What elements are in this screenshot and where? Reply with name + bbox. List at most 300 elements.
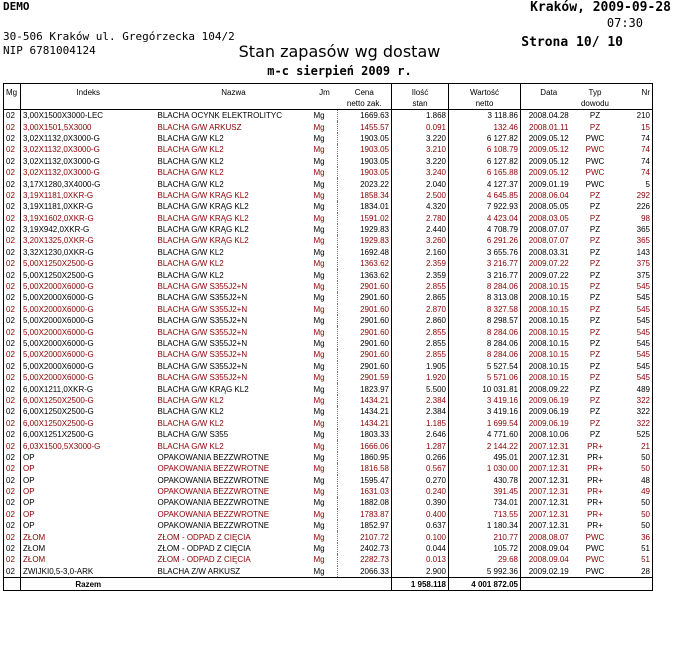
cell-cena: 1903.05	[338, 156, 392, 167]
cell-wartosc: 430.78	[449, 475, 521, 486]
cell-nazwa: OPAKOWANIA BEZZWROTNE	[157, 487, 270, 497]
table-row	[4, 156, 653, 167]
cell-jm: Mg	[313, 475, 325, 485]
cell-nazwa: BLACHA G/W KL2	[157, 395, 224, 405]
cell-cena: 1929.83	[338, 224, 392, 235]
cell-typ: PR+	[587, 441, 603, 451]
cell-jm: Mg	[313, 555, 325, 565]
cell-indeks: 5,00X2000X6000-G	[21, 315, 156, 326]
table-row	[4, 452, 653, 463]
cell-typ: PWC	[585, 156, 605, 166]
cell-ilosc: 2.359	[392, 269, 449, 280]
cell-cena: 1860.95	[338, 452, 392, 463]
cell-mg: 02	[4, 361, 21, 372]
cell-typ: PZ	[589, 190, 601, 200]
cell-data: 2009.06.19	[521, 418, 577, 429]
cell-cena: 1363.62	[338, 258, 392, 269]
cell-jm: Mg	[313, 532, 325, 542]
cell-mg: 02	[4, 292, 21, 303]
cell-wartosc: 734.01	[449, 497, 521, 508]
cell-mg: 02	[4, 509, 21, 520]
cell-mg: 02	[4, 281, 21, 292]
company-nip: NIP 6781004124	[3, 44, 96, 57]
cell-jm: Mg	[313, 407, 325, 417]
cell-nr: 545	[614, 281, 653, 292]
cell-cena: 2901.60	[338, 315, 392, 326]
cell-data: 2008.03.31	[521, 247, 577, 258]
cell-nazwa: BLACHA G/W S355J2+N	[157, 316, 248, 326]
cell-indeks: 3,02X1132,0X3000-G	[21, 144, 156, 155]
cell-nazwa: BLACHA G/W S355J2+N	[157, 304, 248, 314]
cell-jm: Mg	[313, 373, 325, 383]
cell-ilosc: 2.870	[392, 304, 449, 315]
cell-nazwa: BLACHA OCYNK ELEKTROLITYC	[157, 111, 282, 121]
table-row	[4, 543, 653, 554]
cell-cena: 1929.83	[338, 235, 392, 246]
cell-nr: 545	[614, 338, 653, 349]
cell-typ: PZ	[589, 213, 601, 223]
cell-jm: Mg	[313, 316, 325, 326]
table-row	[4, 269, 653, 280]
cell-indeks: ZWIJKI0,5-3,0-ARK	[21, 566, 156, 578]
cell-mg: 02	[4, 463, 21, 474]
cell-nr: 545	[614, 326, 653, 337]
table-row	[4, 224, 653, 235]
cell-cena: 2901.60	[338, 326, 392, 337]
cell-jm: Mg	[313, 122, 325, 132]
cell-ilosc: 2.440	[392, 224, 449, 235]
cell-wartosc: 6 165.88	[449, 167, 521, 178]
table-header	[4, 84, 653, 110]
cell-wartosc: 1 699.54	[449, 418, 521, 429]
cell-typ: PZ	[589, 395, 601, 405]
cell-typ: PZ	[589, 407, 601, 417]
cell-wartosc: 1 180.34	[449, 520, 521, 531]
table-row	[4, 566, 653, 578]
report-title: Stan zapasów wg dostaw	[238, 42, 441, 61]
cell-indeks: 3,00X1500X3000-LEC	[21, 110, 156, 122]
cell-mg: 02	[4, 247, 21, 258]
cell-jm: Mg	[313, 270, 325, 280]
cell-nr: 292	[614, 190, 653, 201]
cell-wartosc: 1 030.00	[449, 463, 521, 474]
cell-typ: PWC	[585, 145, 605, 155]
cell-data: 2009.01.19	[521, 178, 577, 189]
cell-nr: 50	[614, 463, 653, 474]
cell-mg: 02	[4, 475, 21, 486]
cell-ilosc: 0.013	[392, 554, 449, 565]
cell-nr: 322	[614, 406, 653, 417]
cell-cena: 1803.33	[338, 429, 392, 440]
cell-wartosc: 4 423.04	[449, 213, 521, 224]
cell-data: 2007.12.31	[521, 520, 577, 531]
cell-nazwa: OPAKOWANIA BEZZWROTNE	[157, 521, 270, 531]
total-wartosc: 4 001 872.05	[449, 578, 521, 591]
cell-wartosc: 6 108.79	[449, 144, 521, 155]
cell-ilosc: 0.100	[392, 531, 449, 542]
cell-mg: 02	[4, 121, 21, 132]
cell-jm: Mg	[313, 430, 325, 440]
cell-mg: 02	[4, 349, 21, 360]
cell-typ: PZ	[589, 282, 601, 292]
cell-typ: PR+	[587, 464, 603, 474]
cell-indeks: OP	[21, 463, 156, 474]
table-row	[4, 213, 653, 224]
cell-mg: 02	[4, 258, 21, 269]
cell-mg: 02	[4, 520, 21, 531]
cell-typ: PZ	[589, 270, 601, 280]
cell-indeks: 6,00X1250X2500-G	[21, 418, 156, 429]
cell-typ: PZ	[589, 293, 601, 303]
cell-nr: 21	[614, 440, 653, 451]
cell-nazwa: BLACHA G/W KL2	[157, 259, 224, 269]
cell-nr: 51	[614, 554, 653, 565]
cell-data: 2009.05.12	[521, 167, 577, 178]
cell-data: 2007.12.31	[521, 463, 577, 474]
cell-nr: 98	[614, 213, 653, 224]
cell-data: 2009.02.19	[521, 566, 577, 578]
cell-data: 2009.05.12	[521, 133, 577, 144]
col-ilosc-sub: stan	[392, 98, 449, 110]
cell-indeks: 6,03X1500,5X3000-G	[21, 440, 156, 451]
col-nazwa: Nazwa	[156, 84, 312, 99]
report-subtitle: m-c sierpień 2009 r.	[267, 64, 412, 78]
cell-ilosc: 0.240	[392, 486, 449, 497]
cell-nazwa: BLACHA G/W ARKUSZ	[157, 122, 242, 132]
cell-data: 2007.12.31	[521, 440, 577, 451]
cell-data: 2008.09.04	[521, 554, 577, 565]
cell-ilosc: 3.220	[392, 156, 449, 167]
cell-nr: 226	[614, 201, 653, 212]
cell-indeks: ZŁOM	[21, 531, 156, 542]
cell-cena: 1852.97	[338, 520, 392, 531]
cell-typ: PZ	[589, 202, 601, 212]
cell-mg: 02	[4, 429, 21, 440]
cell-cena: 1669.63	[338, 110, 392, 122]
cell-ilosc: 1.920	[392, 372, 449, 383]
cell-typ: PZ	[589, 316, 601, 326]
cell-nazwa: BLACHA G/W KRĄG KL2	[157, 384, 249, 394]
cell-mg: 02	[4, 315, 21, 326]
cell-data: 2007.12.31	[521, 475, 577, 486]
cell-cena: 2901.60	[338, 304, 392, 315]
cell-wartosc: 495.01	[449, 452, 521, 463]
cell-wartosc: 8 313.08	[449, 292, 521, 303]
table-row	[4, 475, 653, 486]
cell-data: 2008.10.15	[521, 361, 577, 372]
cell-nr: 545	[614, 361, 653, 372]
cell-jm: Mg	[313, 487, 325, 497]
cell-nazwa: OPAKOWANIA BEZZWROTNE	[157, 509, 270, 519]
cell-indeks: OP	[21, 486, 156, 497]
cell-jm: Mg	[313, 452, 325, 462]
cell-indeks: 3,19X1181,0XKR-G	[21, 201, 156, 212]
cell-cena: 2402.73	[338, 543, 392, 554]
cell-mg: 02	[4, 372, 21, 383]
table-row	[4, 531, 653, 542]
cell-jm: Mg	[313, 361, 325, 371]
cell-nr: 36	[614, 531, 653, 542]
cell-nr: 365	[614, 224, 653, 235]
cell-data: 2008.10.15	[521, 326, 577, 337]
cell-ilosc: 2.500	[392, 190, 449, 201]
cell-wartosc: 3 216.77	[449, 258, 521, 269]
cell-jm: Mg	[313, 544, 325, 554]
cell-nr: 545	[614, 315, 653, 326]
cell-typ: PR+	[587, 475, 603, 485]
cell-ilosc: 2.855	[392, 326, 449, 337]
cell-wartosc: 5 992.36	[449, 566, 521, 578]
cell-nazwa: OPAKOWANIA BEZZWROTNE	[157, 498, 270, 508]
cell-indeks: 3,02X1132,0X3000-G	[21, 133, 156, 144]
cell-ilosc: 0.390	[392, 497, 449, 508]
cell-wartosc: 8 327.58	[449, 304, 521, 315]
cell-wartosc: 5 571.06	[449, 372, 521, 383]
table-row	[4, 463, 653, 474]
cell-wartosc: 391.45	[449, 486, 521, 497]
cell-nr: 322	[614, 418, 653, 429]
cell-mg: 02	[4, 304, 21, 315]
company-name: DEMO	[3, 0, 30, 13]
cell-nazwa: BLACHA G/W KL2	[157, 418, 224, 428]
cell-ilosc: 2.646	[392, 429, 449, 440]
cell-jm: Mg	[313, 156, 325, 166]
cell-jm: Mg	[313, 225, 325, 235]
cell-wartosc: 8 284.06	[449, 281, 521, 292]
cell-typ: PWC	[585, 168, 605, 178]
table-row	[4, 440, 653, 451]
cell-indeks: 5,00X2000X6000-G	[21, 349, 156, 360]
cell-indeks: OP	[21, 452, 156, 463]
table-row	[4, 554, 653, 565]
cell-wartosc: 7 922.93	[449, 201, 521, 212]
cell-nazwa: BLACHA G/W S355J2+N	[157, 361, 248, 371]
cell-cena: 2901.60	[338, 281, 392, 292]
col-ilosc: Ilość	[392, 84, 449, 99]
cell-wartosc: 210.77	[449, 531, 521, 542]
cell-typ: PZ	[589, 327, 601, 337]
cell-ilosc: 1.287	[392, 440, 449, 451]
table-row	[4, 349, 653, 360]
cell-jm: Mg	[313, 293, 325, 303]
cell-jm: Mg	[313, 247, 325, 257]
cell-ilosc: 2.384	[392, 395, 449, 406]
cell-indeks: 3,32X1230,0XKR-G	[21, 247, 156, 258]
total-ilosc: 1 958.118	[392, 578, 449, 591]
cell-cena: 1363.62	[338, 269, 392, 280]
cell-data: 2008.10.15	[521, 292, 577, 303]
cell-indeks: 5,00X2000X6000-G	[21, 326, 156, 337]
cell-wartosc: 2 144.22	[449, 440, 521, 451]
cell-indeks: 5,00X2000X6000-G	[21, 338, 156, 349]
cell-wartosc: 3 419.16	[449, 395, 521, 406]
cell-ilosc: 2.855	[392, 338, 449, 349]
stock-table	[3, 83, 653, 591]
cell-data: 2008.10.15	[521, 315, 577, 326]
cell-mg: 02	[4, 452, 21, 463]
cell-ilosc: 0.044	[392, 543, 449, 554]
cell-ilosc: 2.359	[392, 258, 449, 269]
cell-data: 2008.10.15	[521, 338, 577, 349]
cell-nr: 375	[614, 269, 653, 280]
cell-indeks: 5,00X1250X2500-G	[21, 258, 156, 269]
table-row	[4, 258, 653, 269]
cell-nr: 50	[614, 520, 653, 531]
cell-mg: 02	[4, 406, 21, 417]
cell-wartosc: 6 127.82	[449, 133, 521, 144]
cell-ilosc: 3.210	[392, 144, 449, 155]
cell-jm: Mg	[313, 190, 325, 200]
col-wartosc-sub: netto	[449, 98, 521, 110]
cell-jm: Mg	[313, 259, 325, 269]
cell-typ: PZ	[589, 225, 601, 235]
cell-typ: PZ	[589, 259, 601, 269]
cell-typ: PZ	[589, 350, 601, 360]
cell-mg: 02	[4, 167, 21, 178]
cell-indeks: 3,20X1325,0XKR-G	[21, 235, 156, 246]
cell-cena: 2901.60	[338, 349, 392, 360]
cell-wartosc: 105.72	[449, 543, 521, 554]
cell-nazwa: BLACHA G/W S355J2+N	[157, 373, 248, 383]
cell-indeks: ZŁOM	[21, 543, 156, 554]
cell-mg: 02	[4, 395, 21, 406]
cell-ilosc: 1.905	[392, 361, 449, 372]
cell-data: 2008.05.05	[521, 201, 577, 212]
cell-ilosc: 2.860	[392, 315, 449, 326]
cell-mg: 02	[4, 110, 21, 122]
cell-ilosc: 1.185	[392, 418, 449, 429]
cell-cena: 2901.59	[338, 372, 392, 383]
cell-typ: PWC	[585, 544, 605, 554]
cell-data: 2008.01.11	[521, 121, 577, 132]
cell-nazwa: BLACHA G/W KRĄG KL2	[157, 202, 249, 212]
cell-jm: Mg	[313, 384, 325, 394]
cell-cena: 2282.73	[338, 554, 392, 565]
cell-typ: PZ	[589, 304, 601, 314]
table-row	[4, 178, 653, 189]
cell-ilosc: 2.384	[392, 406, 449, 417]
cell-cena: 2066.33	[338, 566, 392, 578]
cell-nazwa: BLACHA G/W KL2	[157, 168, 224, 178]
cell-cena: 2107.72	[338, 531, 392, 542]
cell-mg: 02	[4, 497, 21, 508]
cell-ilosc: 2.040	[392, 178, 449, 189]
cell-ilosc: 0.400	[392, 509, 449, 520]
cell-typ: PWC	[585, 179, 605, 189]
cell-mg: 02	[4, 224, 21, 235]
cell-nr: 50	[614, 509, 653, 520]
table-row	[4, 110, 653, 122]
cell-data: 2008.10.06	[521, 429, 577, 440]
cell-cena: 1834.01	[338, 201, 392, 212]
cell-wartosc: 8 284.06	[449, 349, 521, 360]
cell-indeks: 3,00X1501,5X3000	[21, 121, 156, 132]
table-row	[4, 201, 653, 212]
cell-nazwa: BLACHA G/W KL2	[157, 247, 224, 257]
cell-typ: PZ	[589, 418, 601, 428]
table-row	[4, 190, 653, 201]
cell-jm: Mg	[313, 236, 325, 246]
cell-cena: 1631.03	[338, 486, 392, 497]
cell-typ: PR+	[587, 509, 603, 519]
cell-mg: 02	[4, 543, 21, 554]
cell-data: 2009.07.22	[521, 258, 577, 269]
cell-nazwa: BLACHA G/W KL2	[157, 441, 224, 451]
table-row	[4, 509, 653, 520]
page-number: Strona 10/ 10	[521, 35, 623, 50]
cell-typ: PZ	[589, 384, 601, 394]
cell-jm: Mg	[313, 441, 325, 451]
cell-cena: 1783.87	[338, 509, 392, 520]
cell-jm: Mg	[313, 282, 325, 292]
cell-jm: Mg	[313, 111, 325, 121]
cell-data: 2008.09.04	[521, 543, 577, 554]
cell-ilosc: 0.270	[392, 475, 449, 486]
col-cena: Cena	[338, 84, 392, 99]
cell-data: 2008.03.05	[521, 213, 577, 224]
col-typ: Typ	[577, 84, 614, 99]
cell-wartosc: 4 708.79	[449, 224, 521, 235]
cell-wartosc: 3 419.16	[449, 406, 521, 417]
cell-jm: Mg	[313, 509, 325, 519]
total-label: Razem	[21, 578, 156, 591]
cell-data: 2009.06.19	[521, 406, 577, 417]
cell-mg: 02	[4, 178, 21, 189]
table-row	[4, 406, 653, 417]
cell-ilosc: 1.868	[392, 110, 449, 122]
table-row	[4, 121, 653, 132]
cell-wartosc: 5 527.54	[449, 361, 521, 372]
cell-typ: PZ	[589, 236, 601, 246]
cell-mg: 02	[4, 269, 21, 280]
cell-nazwa: ZŁOM - ODPAD Z CIĘCIA	[157, 532, 251, 542]
cell-nr: 525	[614, 429, 653, 440]
cell-jm: Mg	[313, 339, 325, 348]
city-date: Kraków, 2009-09-28	[530, 0, 671, 15]
cell-jm: Mg	[313, 418, 325, 428]
cell-indeks: 5,00X2000X6000-G	[21, 361, 156, 372]
cell-data: 2008.08.07	[521, 531, 577, 542]
cell-ilosc: 2.160	[392, 247, 449, 258]
cell-cena: 1595.47	[338, 475, 392, 486]
cell-nr: 28	[614, 566, 653, 578]
cell-nazwa: BLACHA G/W S355J2+N	[157, 339, 248, 348]
table-row	[4, 418, 653, 429]
cell-ilosc: 2.780	[392, 213, 449, 224]
table-row	[4, 326, 653, 337]
cell-data: 2009.05.12	[521, 156, 577, 167]
cell-typ: PZ	[589, 361, 601, 371]
cell-cena: 2901.60	[338, 338, 392, 349]
cell-indeks: 5,00X2000X6000-G	[21, 292, 156, 303]
cell-indeks: 3,02X1132,0X3000-G	[21, 167, 156, 178]
cell-ilosc: 4.320	[392, 201, 449, 212]
cell-jm: Mg	[313, 168, 325, 178]
col-wartosc: Wartość	[449, 84, 521, 99]
cell-cena: 1903.05	[338, 167, 392, 178]
cell-wartosc: 3 655.76	[449, 247, 521, 258]
cell-cena: 1455.57	[338, 121, 392, 132]
table-row	[4, 247, 653, 258]
cell-cena: 1434.21	[338, 395, 392, 406]
cell-jm: Mg	[313, 327, 325, 337]
cell-mg: 02	[4, 440, 21, 451]
table-row	[4, 133, 653, 144]
cell-nazwa: BLACHA G/W KL2	[157, 145, 224, 155]
cell-jm: Mg	[313, 521, 325, 531]
cell-mg: 02	[4, 201, 21, 212]
cell-ilosc: 2.855	[392, 281, 449, 292]
